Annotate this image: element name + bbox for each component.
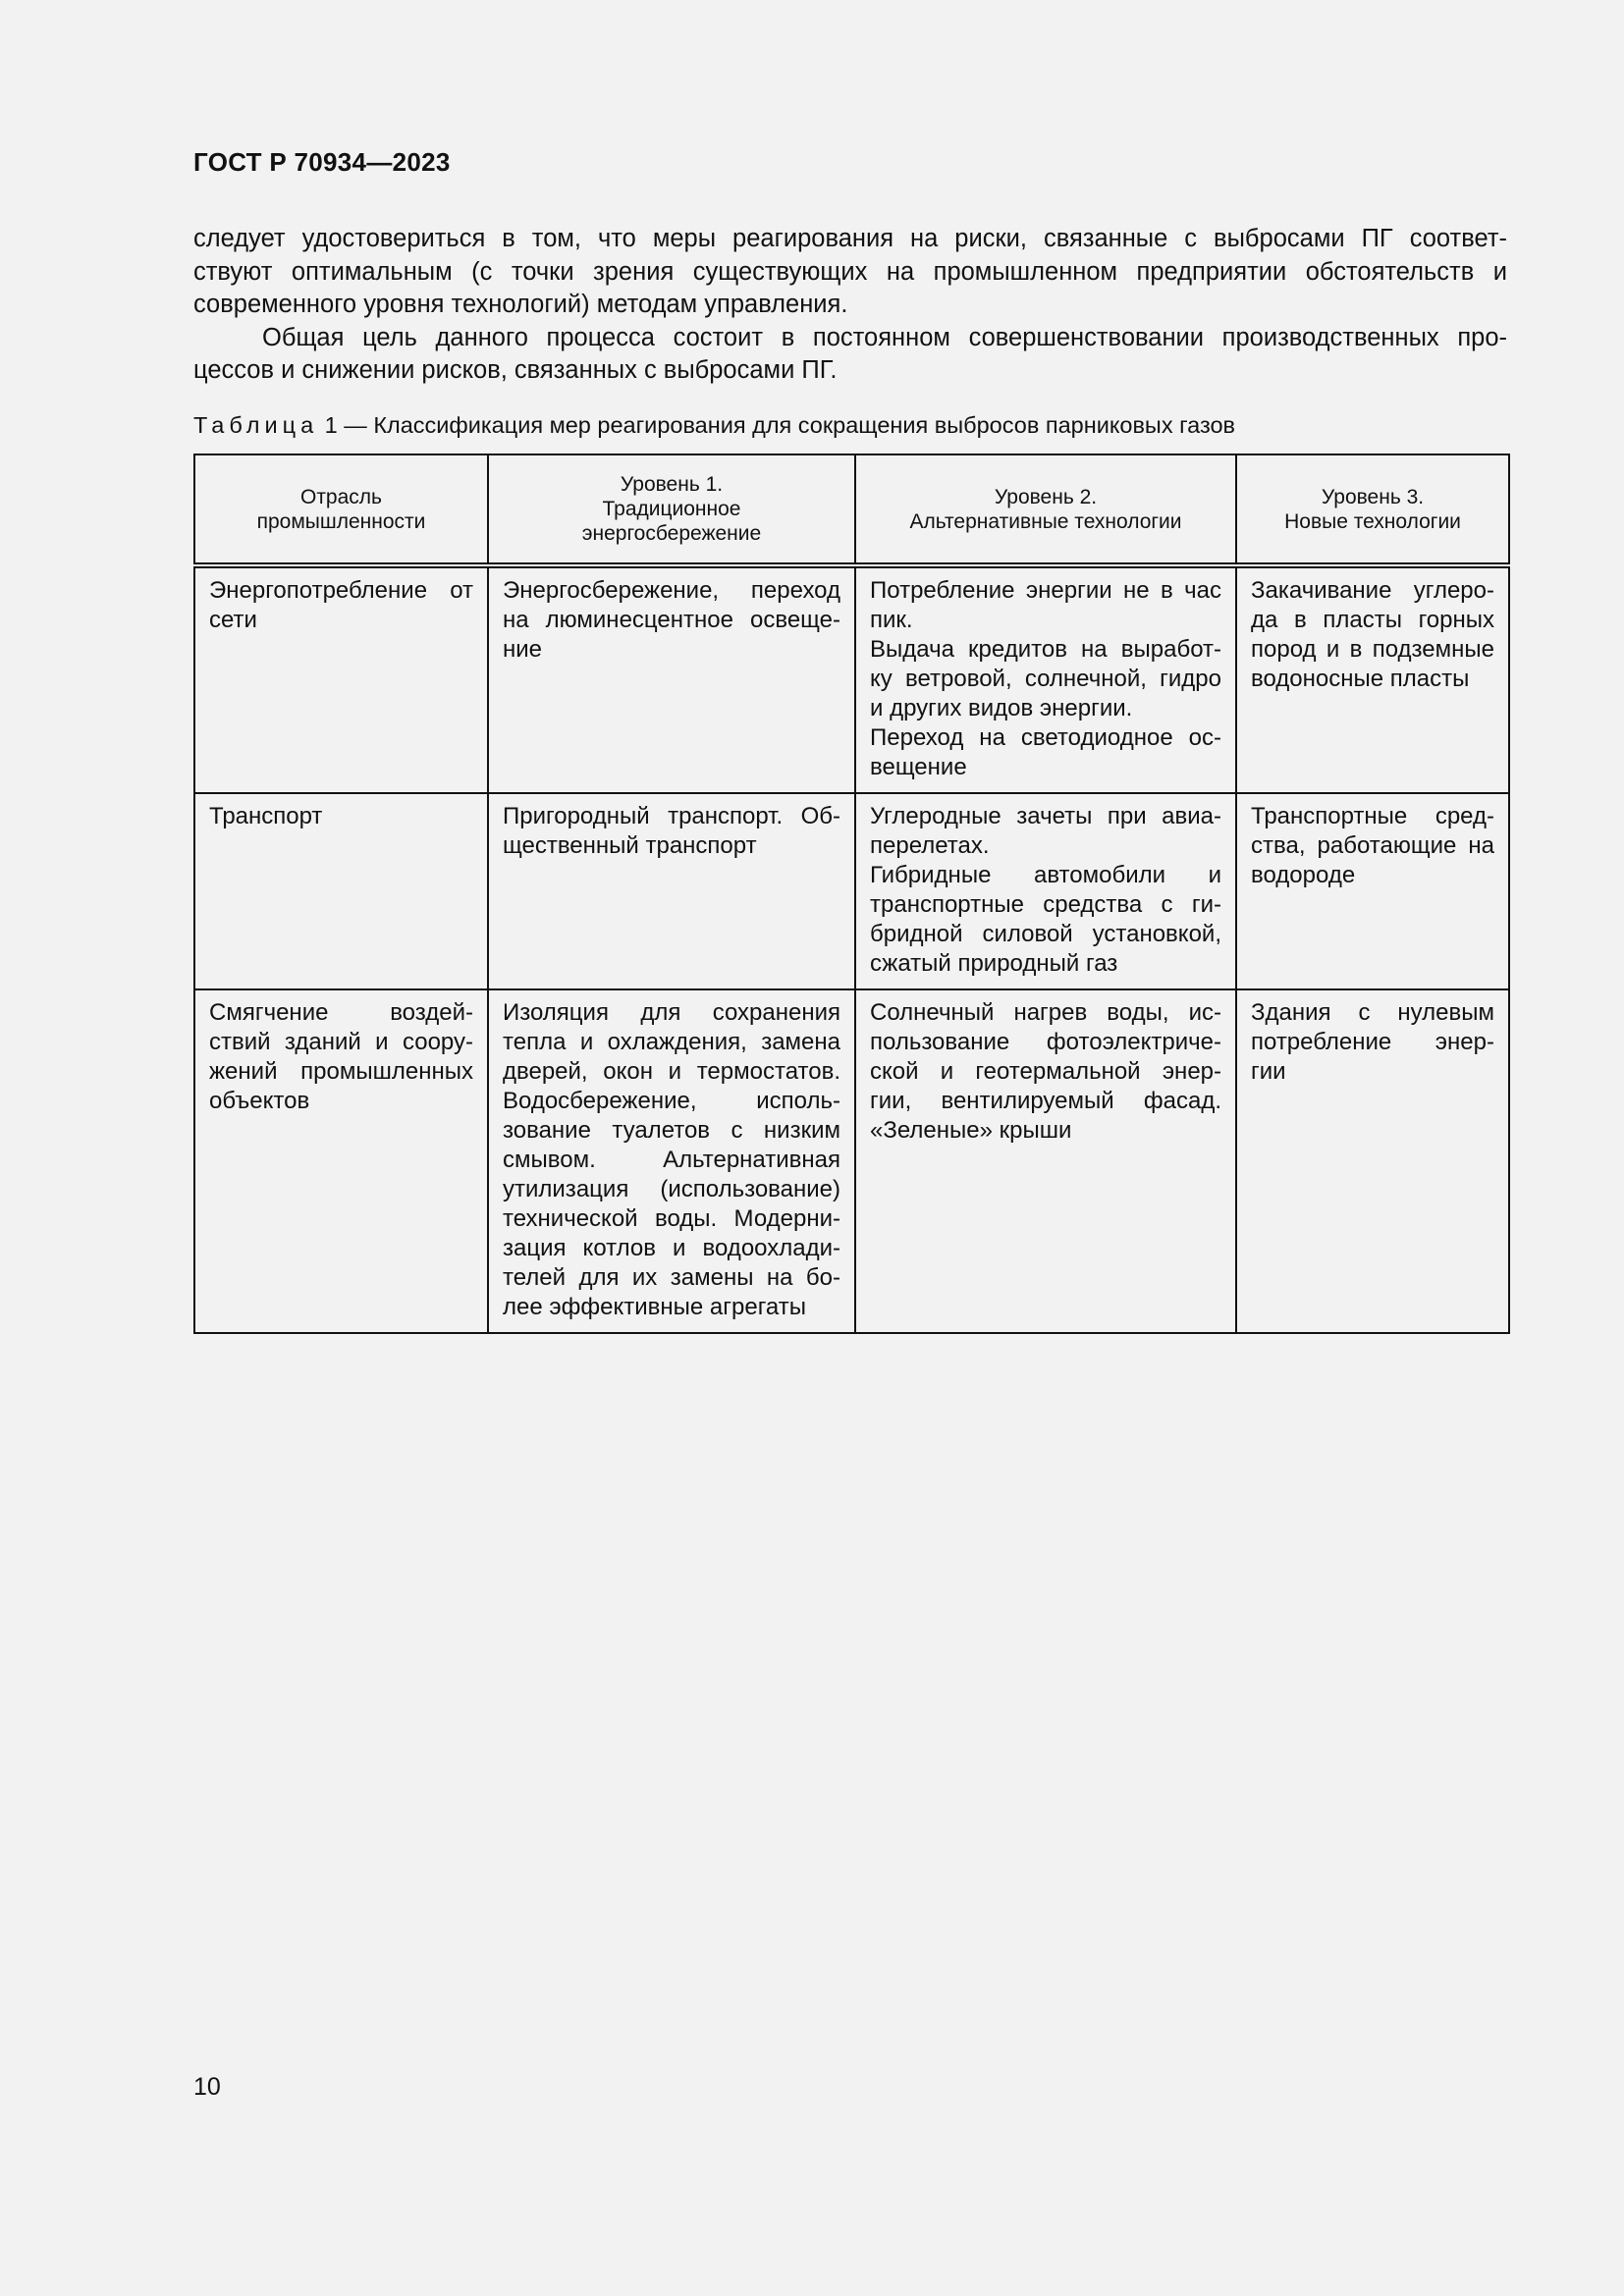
paragraph-2 <box>193 322 1507 388</box>
cell-line: потребление энер- <box>1251 1029 1494 1055</box>
cell-industry <box>194 565 488 793</box>
cell-line: Солнечный нагрев воды, ис- <box>870 999 1221 1026</box>
cell-line: транспортные средства с ги- <box>870 891 1221 918</box>
header-line: Уровень 3. <box>1321 485 1425 508</box>
cell-level-3 <box>1236 989 1509 1333</box>
header-line: промышленности <box>256 509 426 533</box>
text-line: цессов и снижении рисков, связанных с выбросами ПГ. <box>193 356 838 384</box>
cell-line: водороде <box>1251 862 1356 888</box>
cell-line: ской и геотермальной энер- <box>870 1058 1221 1085</box>
header-level-1 <box>488 454 855 565</box>
cell-level-1 <box>488 793 855 989</box>
cell-line: пик. <box>870 607 913 633</box>
cell-line: дверей, окон и термостатов. <box>503 1058 840 1085</box>
cell-level-2 <box>855 989 1236 1333</box>
cell-line: ние <box>503 636 543 663</box>
cell-level-2 <box>855 565 1236 793</box>
cell-line: щественный транспорт <box>503 832 757 859</box>
document-header: ГОСТ Р 70934—2023 <box>193 147 451 177</box>
cell-line: технической воды. Модерни- <box>503 1205 840 1232</box>
cell-line: тепла и охлаждения, замена <box>503 1029 840 1055</box>
cell-line: Переход на светодиодное ос- <box>870 724 1221 751</box>
cell-industry <box>194 989 488 1333</box>
header-industry <box>194 454 488 565</box>
table-row <box>194 565 1509 793</box>
cell-line: ку ветровой, солнечной, гидро <box>870 666 1221 692</box>
cell-level-3 <box>1236 565 1509 793</box>
cell-line: телей для их замены на бо- <box>503 1264 840 1291</box>
page-number: 10 <box>193 2073 221 2101</box>
cell-line: гии, вентилируемый фасад. <box>870 1088 1221 1114</box>
cell-line: сжатый природный газ <box>870 950 1118 977</box>
cell-level-1 <box>488 989 855 1333</box>
cell-line: Изоляция для сохранения <box>503 999 840 1026</box>
cell-line: Транспортные сред- <box>1251 803 1494 829</box>
table-row <box>194 793 1509 989</box>
header-level-3 <box>1236 454 1509 565</box>
header-line: Уровень 1. <box>620 473 724 496</box>
cell-line: смывом. Альтернативная <box>503 1147 840 1173</box>
cell-line: Смягчение воздей- <box>209 999 473 1026</box>
cell-line: Углеродные зачеты при авиа- <box>870 803 1221 829</box>
header-line: Уровень 2. <box>994 485 1098 508</box>
cell-line: Водосбережение, исполь- <box>503 1088 840 1114</box>
cell-line: на люминесцентное освеще- <box>503 607 840 633</box>
cell-line: утилизация (использование) <box>503 1176 840 1202</box>
cell-line: Энергопотребление от <box>209 577 473 604</box>
header-line: Отрасль <box>299 485 382 508</box>
cell-line: вещение <box>870 754 967 780</box>
text-line: ствуют оптимальным (с точки зрения существующих на промышленном предприятии обстоятельств и <box>193 257 1507 286</box>
table-caption <box>193 412 1235 439</box>
cell-line: да в пласты горных <box>1251 607 1494 633</box>
cell-line: жений промышленных <box>209 1058 473 1085</box>
cell-line: «Зеленые» крыши <box>870 1117 1072 1144</box>
cell-line: зование туалетов с низким <box>503 1117 840 1144</box>
body-text <box>193 223 1507 388</box>
table-caption-label: Таблица <box>193 412 319 438</box>
cell-line: пород и в подземные <box>1251 636 1494 663</box>
header-line: энергосбережение <box>581 522 762 545</box>
cell-line: бридной силовой установкой, <box>870 921 1221 947</box>
cell-line: ства, работающие на <box>1251 832 1494 859</box>
text-line: Общая цель данного процесса состоит в постоянном совершенствовании производственных про- <box>262 323 1507 351</box>
cell-line: перелетах. <box>870 832 990 859</box>
cell-line: и других видов энергии. <box>870 695 1133 721</box>
table-row <box>194 989 1509 1333</box>
cell-line: Потребление энергии не в час <box>870 577 1221 604</box>
text-line: современного уровня технологий) методам управления. <box>193 291 848 318</box>
cell-line: Выдача кредитов на выработ- <box>870 636 1221 663</box>
header-level-2 <box>855 454 1236 565</box>
cell-level-1 <box>488 565 855 793</box>
cell-line: Пригородный транспорт. Об- <box>503 803 840 829</box>
cell-level-2 <box>855 793 1236 989</box>
cell-line: Энергосбережение, переход <box>503 577 840 604</box>
cell-line: водоносные пласты <box>1251 666 1470 692</box>
cell-line: лее эффективные агрегаты <box>503 1294 806 1320</box>
paragraph-1 <box>193 223 1507 322</box>
header-line: Альтернативные технологии <box>909 509 1182 533</box>
text-line: следует удостовериться в том, что меры реагирования на риски, связанные с выбросами ПГ соответ- <box>193 225 1507 252</box>
table-header-row <box>194 454 1509 565</box>
table-caption-text: 1 — Классификация мер реагирования для сокращения выбросов парниковых газов <box>318 412 1236 438</box>
cell-line: Здания с нулевым <box>1251 999 1494 1026</box>
cell-line: гии <box>1251 1058 1286 1085</box>
cell-level-3 <box>1236 793 1509 989</box>
header-line: Новые технологии <box>1284 509 1461 533</box>
cell-line: сети <box>209 607 257 633</box>
cell-line: Транспорт <box>209 803 323 829</box>
cell-line: пользование фотоэлектриче- <box>870 1029 1221 1055</box>
cell-line: Гибридные автомобили и <box>870 862 1221 888</box>
cell-industry <box>194 793 488 989</box>
cell-line: Закачивание углеро- <box>1251 577 1494 604</box>
cell-line: объектов <box>209 1088 310 1114</box>
cell-line: ствий зданий и соору- <box>209 1029 473 1055</box>
header-line: Традиционное <box>602 498 741 520</box>
measures-table <box>193 454 1510 1334</box>
cell-line: зация котлов и водоохлади- <box>503 1235 840 1261</box>
